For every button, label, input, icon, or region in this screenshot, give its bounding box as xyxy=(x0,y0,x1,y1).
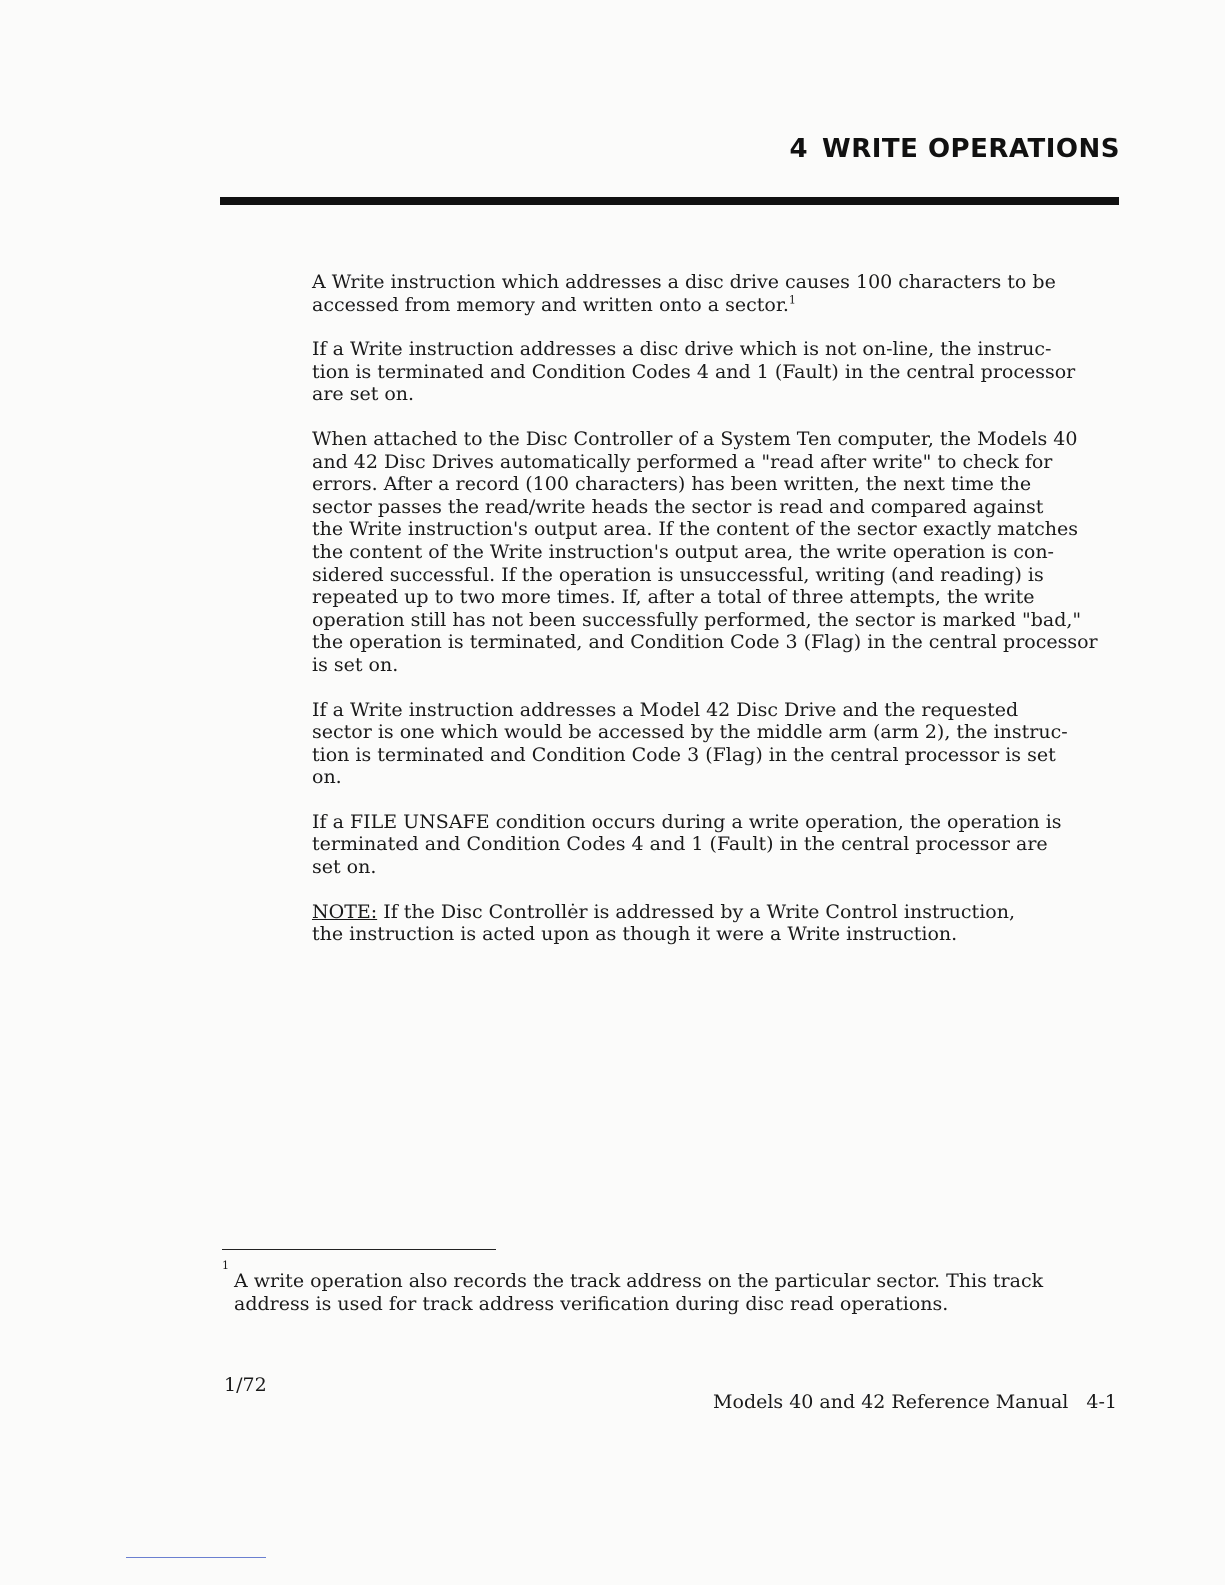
chapter-heading xyxy=(789,134,1120,164)
text-line-content: accessed from memory and written onto a sector. xyxy=(312,293,789,316)
text-line-content: If the Disc Controllėr is addressed by a Write Control instruction, xyxy=(377,900,1015,923)
text-line: the content of the Write instruction's output area, the write operation is con- xyxy=(312,540,1054,563)
chapter-number: 4 xyxy=(789,134,809,164)
text-line: the operation is terminated, and Condition Code 3 (Flag) in the central processor xyxy=(312,631,1098,654)
footnote-marker: 1 xyxy=(222,1259,229,1272)
footnote-divider xyxy=(222,1249,496,1250)
chapter-title: WRITE OPERATIONS xyxy=(822,134,1120,164)
text-line: sector is one which would be accessed by the middle arm (arm 2), the instruc- xyxy=(312,721,1068,744)
paragraph-file-unsafe xyxy=(312,811,1142,879)
publication-date: 1/72 xyxy=(224,1374,267,1396)
text-line: A write operation also records the track address on the particular sector. This track xyxy=(234,1270,1044,1292)
manual-title: Models 40 and 42 Reference Manual xyxy=(713,1391,1069,1413)
body-text xyxy=(312,271,1142,968)
text-line: address is used for track address verification during disc read operations. xyxy=(234,1293,949,1315)
text-line xyxy=(312,294,1142,317)
paragraph-read-after-write xyxy=(312,428,1142,677)
text-line: operation still has not been successfully performed, the sector is marked "bad," xyxy=(312,608,1082,631)
footnote-reference: 1 xyxy=(788,293,796,307)
text-line: If a FILE UNSAFE condition occurs during a write operation, the operation is xyxy=(312,810,1062,833)
text-line: is set on. xyxy=(312,653,399,676)
text-line: repeated up to two more times. If, after a total of three attempts, the write xyxy=(312,586,1035,609)
text-line: If a Write instruction addresses a Model 42 Disc Drive and the requested xyxy=(312,698,1019,721)
footnote-text xyxy=(234,1270,1134,1316)
text-line: tion is terminated and Condition Code 3 (Flag) in the central processor is set xyxy=(312,743,1056,766)
text-line: the instruction is acted upon as though it were a Write instruction. xyxy=(312,923,958,946)
note-paragraph xyxy=(312,901,1142,946)
text-line: sector passes the read/write heads the sector is read and compared against xyxy=(312,495,1044,518)
text-line: set on. xyxy=(312,856,377,879)
text-line: on. xyxy=(312,766,342,789)
text-line: If a Write instruction addresses a disc drive which is not on-line, the instruc- xyxy=(312,338,1052,361)
note-label: NOTE: xyxy=(312,900,378,923)
text-line: are set on. xyxy=(312,383,415,406)
text-line xyxy=(312,901,1142,924)
text-line: sidered successful. If the operation is unsuccessful, writing (and reading) is xyxy=(312,563,1044,586)
text-line: errors. After a record (100 characters) has been written, the next time the xyxy=(312,473,1032,496)
paragraph-write-instruction xyxy=(312,271,1142,316)
heading-rule xyxy=(220,197,1119,205)
text-line: tion is terminated and Condition Codes 4 and 1 (Fault) in the central processor xyxy=(312,360,1076,383)
page-number: 4-1 xyxy=(1086,1391,1117,1413)
text-line: terminated and Condition Codes 4 and 1 (Fault) in the central processor are xyxy=(312,833,1048,856)
text-line: the Write instruction's output area. If the content of the sector exactly matches xyxy=(312,518,1079,541)
paragraph-offline-drive xyxy=(312,338,1142,406)
paragraph-model-42-arm xyxy=(312,699,1142,789)
text-line: and 42 Disc Drives automatically performed a "read after write" to check for xyxy=(312,450,1053,473)
text-line: When attached to the Disc Controller of a System Ten computer, the Models 40 xyxy=(312,427,1078,450)
running-footer xyxy=(713,1391,1117,1413)
text-line: A Write instruction which addresses a disc drive causes 100 characters to be xyxy=(312,271,1056,293)
scan-edge-line xyxy=(126,1557,266,1558)
